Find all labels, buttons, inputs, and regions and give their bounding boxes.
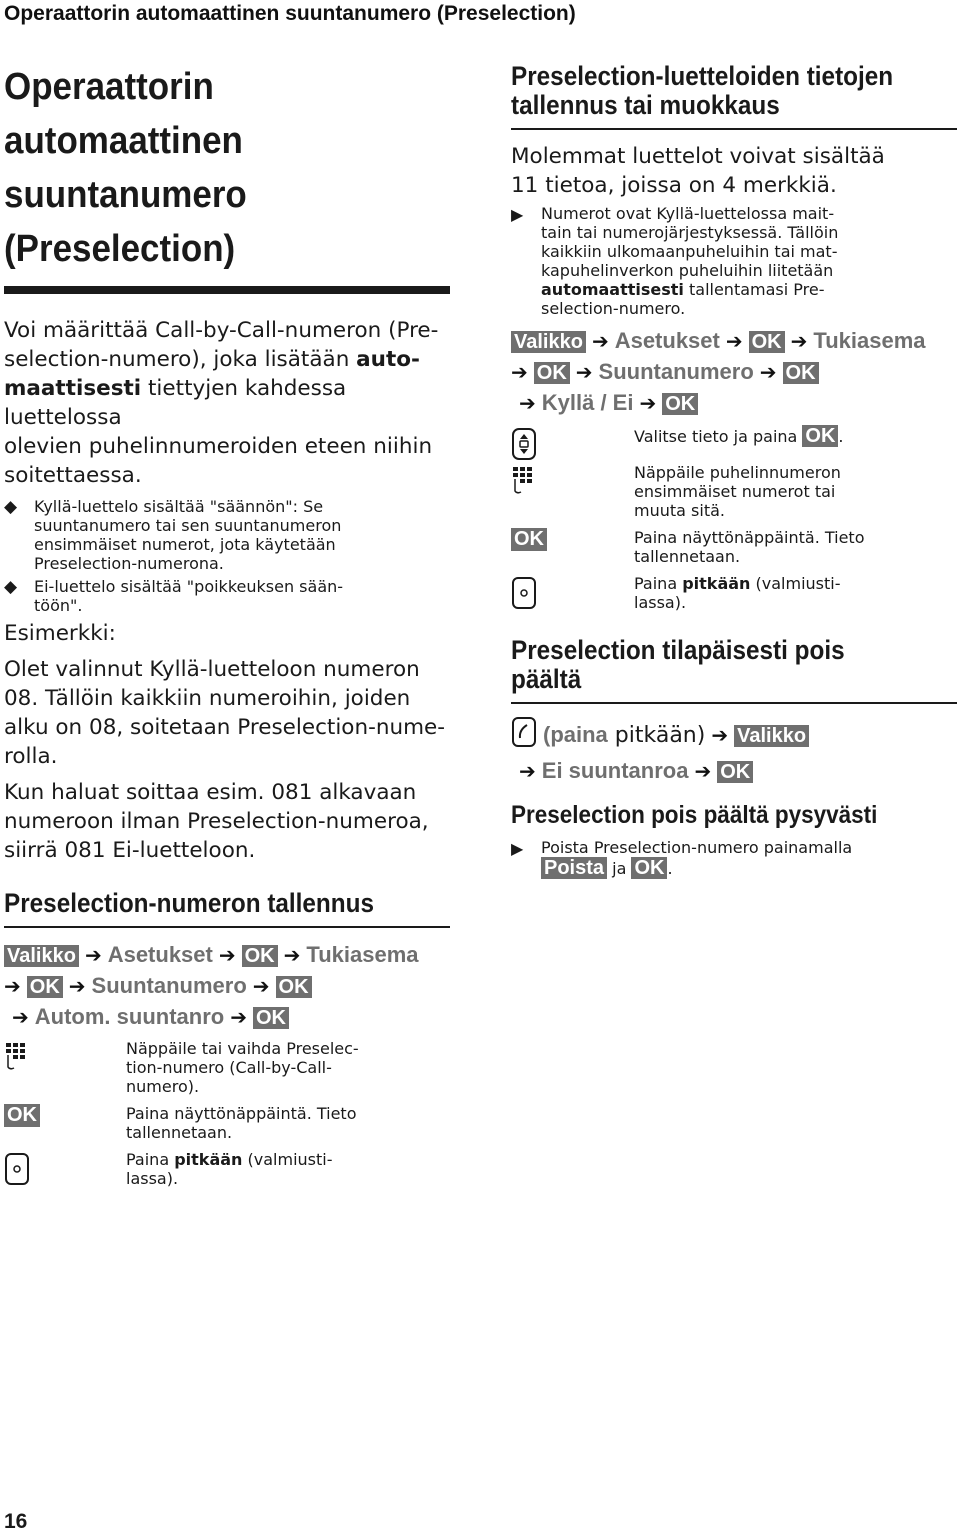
permanent-off-bullet: ▶ Poista Preselection-numero painamalla Poista ja OK . [511,838,853,879]
title-line: Operaattorin automaattinen [4,66,243,162]
step-enter-number: Näppäile tai vaihda Preselec- tion-numero (Call-by-Call- numero). [4,1039,450,1096]
arrow-icon: ➔ [759,360,777,384]
ok-key-icon[interactable]: OK [4,1104,40,1127]
menu-sequence [4,940,450,1033]
ok-key-icon[interactable]: OK [511,528,547,551]
menu-item-tukiasema[interactable]: Tukiasema [813,328,926,353]
right-column [511,62,957,884]
temporary-off-sequence: (paina pitkään) ➔ Valikko ➔ Ei suuntanroa ➔ OK [511,716,957,787]
step-press-ok: OK Paina näyttönäppäintä. Tieto tallennetaan. [511,528,957,566]
menu-item-autom-suuntanro[interactable]: Autom. suuntanro [34,1004,225,1029]
arrow-icon: ➔ [575,360,593,384]
title-line: suuntanumero [4,174,247,216]
step-select-entry: Valitse tieto ja paina OK . [511,425,957,455]
softkey-ok[interactable]: OK [276,976,312,998]
softkey-ok[interactable]: OK [242,945,278,967]
arrow-icon: ➔ [4,974,21,998]
section-rule [511,128,957,130]
arrow-icon: ➔ [12,1005,29,1029]
softkey-ok[interactable]: OK [802,425,838,447]
arrow-icon: ➔ [218,943,236,967]
navigation-key-icon[interactable] [511,427,537,461]
softkey-ok[interactable]: OK [27,976,63,998]
softkey-valikko[interactable]: Valikko [511,331,586,353]
menu-item-suuntanumero[interactable]: Suuntanumero [598,359,754,384]
step-press-end: Paina pitkään (valmiusti- lassa). [4,1150,450,1188]
softkey-poista[interactable]: Poista [541,857,607,879]
softkey-ok[interactable]: OK [717,761,753,783]
arrow-icon: ➔ [725,329,743,353]
bullet-no-list: ◆ Ei-luettelo sisältää "poikkeuksen sään- töön". [4,577,344,615]
arrow-icon: ➔ [252,974,270,998]
softkey-valikko[interactable]: Valikko [734,725,809,747]
end-call-key-icon[interactable] [4,1152,30,1186]
menu-item-ei-suuntanroa[interactable]: Ei suuntanroa [541,758,689,783]
arrow-icon: ➔ [84,943,102,967]
menu-item-asetukset[interactable]: Asetukset [614,328,720,353]
keypad-icon [4,1041,30,1071]
example-label: Esimerkki: [4,621,116,646]
numbers-order-bullet: ▶ Numerot ovat Kyllä-luettelossa mait- tain tai numerojärjestyksessä. Tällöin kaikkiin ulkomaanpuheluihin tai mat- kapuhelinverkon puheluihin liitetään automaattisesti tallentamasi Pre- selection-numero. [511,204,839,318]
menu-sequence [511,326,957,419]
arrow-icon: ➔ [639,391,657,415]
softkey-ok[interactable]: OK [253,1007,289,1029]
softkey-ok[interactable]: OK [534,362,570,384]
left-column [4,60,450,1196]
arrow-icon: ➔ [511,360,528,384]
step-enter-digits: Näppäile puhelinnumeron ensimmäiset numerot tai muuta sitä. [511,463,957,520]
softkey-valikko[interactable]: Valikko [4,945,79,967]
arrow-icon: ➔ [519,759,536,783]
section-rule [511,702,957,704]
arrow-icon: ➔ [790,329,808,353]
softkey-ok[interactable]: OK [783,362,819,384]
step-press-end: Paina pitkään (valmiusti- lassa). [511,574,957,612]
softkey-ok[interactable]: OK [631,857,667,879]
example-paragraph: Olet valinnut Kyllä-luetteloon numeron 08. Tällöin kaikkiin numeroihin, joiden alku on 08, soitetaan Preselection-nume- rolla. [4,657,446,769]
triangle-bullet-icon: ▶ [511,205,524,224]
lists-heading: Preselection-luetteloiden tietojen tallennus tai muokkaus [511,61,894,120]
arrow-icon: ➔ [283,943,301,967]
talk-key-icon[interactable] [511,716,537,756]
menu-item-suuntanumero[interactable]: Suuntanumero [91,973,247,998]
softkey-ok[interactable]: OK [749,331,785,353]
diamond-bullet-icon: ◆ [4,497,18,517]
title-line: (Preselection) [4,228,236,270]
arrow-icon: ➔ [519,391,536,415]
arrow-icon: ➔ [230,1005,247,1029]
example-paragraph-2: Kun haluat soittaa esim. 081 alkavaan numeroon ilman Preselection-numeroa, siirrä 081 Ei-luetteloon. [4,780,429,863]
title-rule [4,286,450,294]
page-number: 16 [4,1510,28,1533]
menu-item-tukiasema[interactable]: Tukiasema [306,942,419,967]
running-header: Operaattorin automaattinen suuntanumero (Preselection) [4,2,576,25]
arrow-icon: ➔ [711,723,729,747]
diamond-bullet-icon: ◆ [4,577,18,597]
section-rule [4,926,450,928]
menu-item-kylla-ei[interactable]: Kyllä / Ei [541,390,634,415]
arrow-icon: ➔ [68,974,86,998]
permanent-off-heading: Preselection pois päältä pysyvästi [511,801,878,829]
end-call-key-icon[interactable] [511,576,537,610]
bullet-yes-list: ◆ Kyllä-luettelo sisältää "säännön": Se suuntanumero tai sen suuntanumeron ensimmäiset numerot, jota käytetään Preselection-numerona. [4,497,342,573]
menu-item-asetukset[interactable]: Asetukset [107,942,213,967]
lists-intro: Molemmat luettelot voivat sisältää 11 tietoa, joissa on 4 merkkiä. [511,144,885,198]
triangle-bullet-icon: ▶ [511,839,524,858]
arrow-icon: ➔ [591,329,609,353]
keypad-icon [511,465,537,495]
softkey-ok[interactable]: OK [662,393,698,415]
arrow-icon: ➔ [694,759,712,783]
step-press-ok: OK Paina näyttönäppäintä. Tieto tallennetaan. [4,1104,450,1142]
intro-paragraph: Voi määrittää Call-by-Call-numeron (Pre- selection-numero), joka lisätään auto- maattisesti tiettyjen kahdessa luettelossa olevien puhelinnumeroiden eteen niihin soitettaessa. [4,318,439,488]
temporary-off-heading: Preselection tilapäisesti pois päältä [511,635,845,694]
page-title [4,60,414,276]
save-heading: Preselection-numeron tallennus [4,888,374,918]
